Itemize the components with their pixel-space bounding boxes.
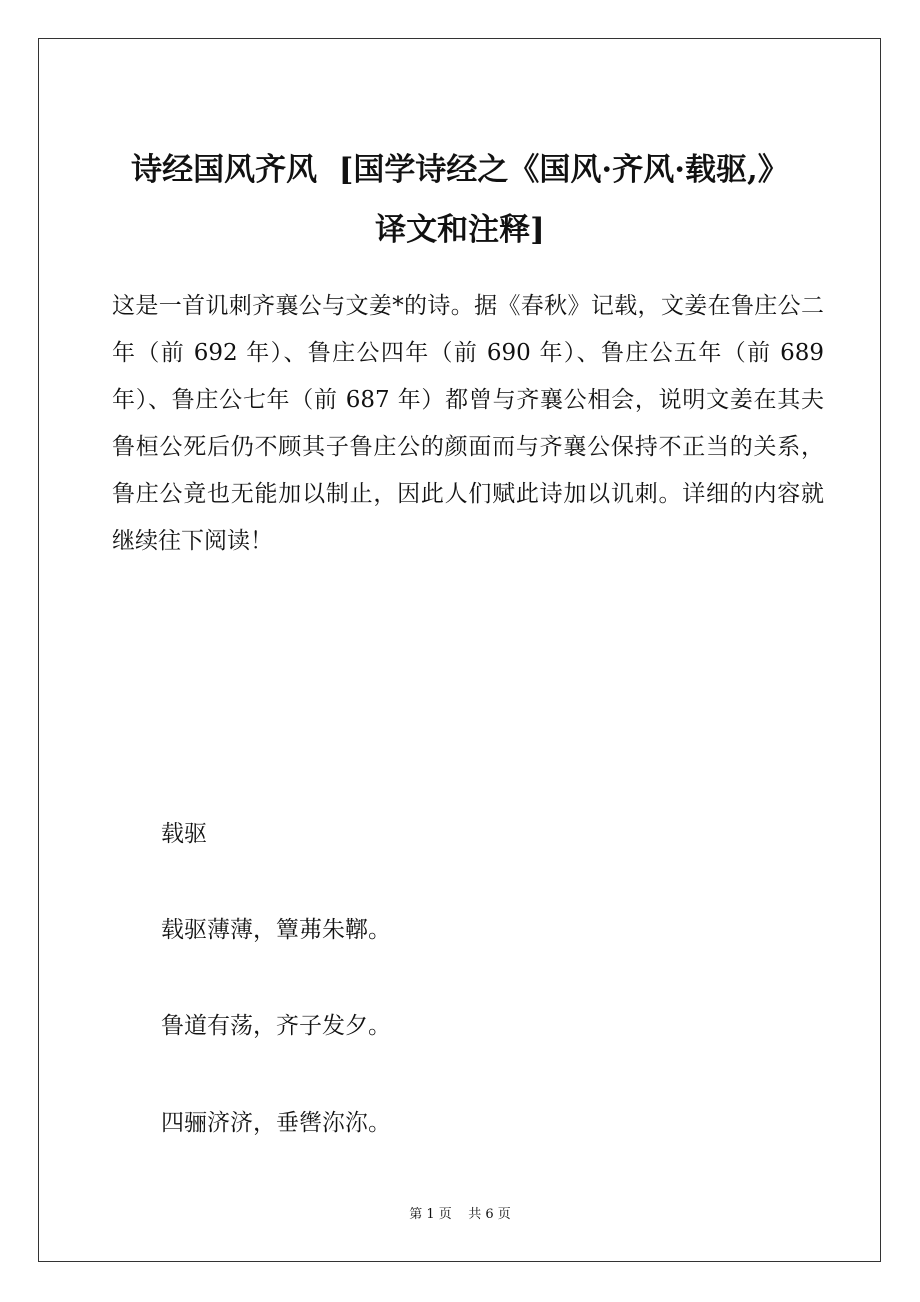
- poem-line-3: 四骊济济，垂辔沵沵。: [161, 1110, 391, 1136]
- poem-line-2: 鲁道有荡，齐子发夕。: [161, 1013, 391, 1039]
- poem-line-1: 载驱薄薄，簟茀朱鞹。: [161, 917, 391, 943]
- poem-heading: 载驱: [161, 821, 207, 847]
- title-line-1: 诗经国风齐风 [国学诗经之《国风·齐风·载驱,》: [131, 152, 789, 188]
- document-title: [60, 140, 860, 260]
- page-footer: [0, 1205, 920, 1225]
- page-number: 第 1 页: [409, 1207, 452, 1222]
- page-total: 共 6 页: [468, 1207, 511, 1222]
- title-line-2: 译文和注释]: [375, 212, 545, 248]
- intro-paragraph: 这是一首讥刺齐襄公与文姜*的诗。据《春秋》记载，文姜在鲁庄公二年（前 692 年）、鲁庄公四年（前 690 年）、鲁庄公五年（前 689 年）、鲁庄公七年（前 687 年）都曾与齐襄公相会，说明文姜在其夫鲁桓公死后仍不顾其子鲁庄公的颜面而与齐襄公保持不正当的关系，鲁庄公竟也无能加以制止，因此人们赋此诗加以讥刺。详细的内容就继续往下阅读！: [112, 293, 824, 554]
